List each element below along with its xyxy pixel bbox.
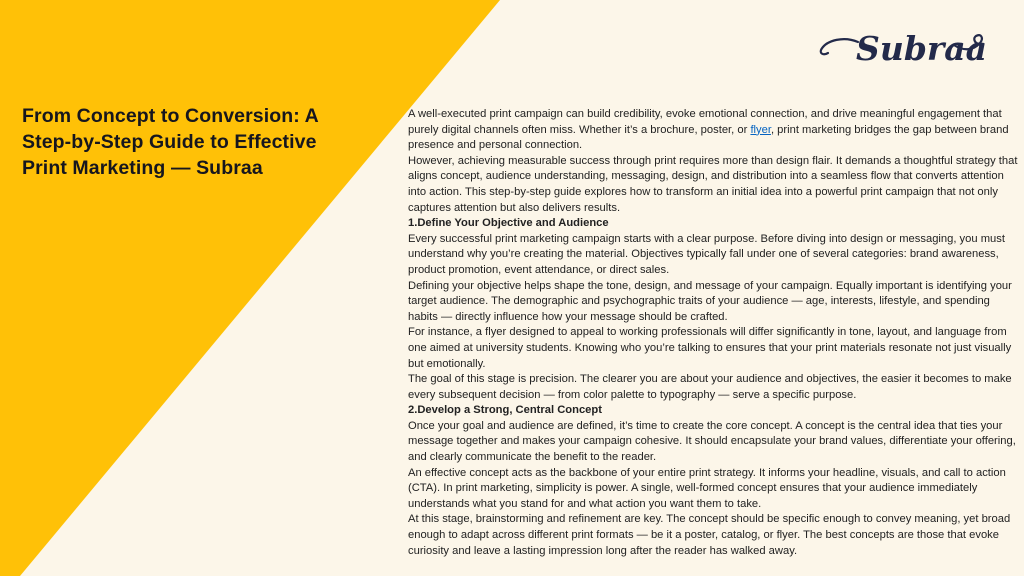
- paragraph: Every successful print marketing campaign starts with a clear purpose. Before diving into design or messaging, you must understand why you’re creating the material. Objectives typically fall under one of several categories: brand awareness, product promotion, event attendance, or direct sales.: [408, 232, 1005, 276]
- page-title-line-2: Step-by-Step Guide to Effective: [22, 131, 317, 153]
- paragraph: At this stage, brainstorming and refinement are key. The concept should be specific enough to convey meaning, yet broad enough to adapt across different print formats — be it a poster, catalog, or flyer. The best concepts are those that evoke curiosity and leave a lasting impression long after the reader has walked away.: [408, 513, 1011, 557]
- paragraph: However, achieving measurable success through print requires more than design flair. It demands a thoughtful strategy that aligns concept, audience understanding, messaging, design, and distribution into a seamless flow that converts attention into action. This step-by-step guide explores how to transform an initial idea into a powerful print campaign that not only captures attention but also delivers results.: [408, 154, 1018, 214]
- section-heading-2: 2.Develop a Strong, Central Concept: [408, 404, 602, 417]
- section-heading-1: 1.Define Your Objective and Audience: [408, 217, 609, 230]
- paragraph-intro-before-link: A well-executed print campaign can build credibility, evoke emotional connection, and drive meaningful engagement that purely digital channels often miss. Whether it’s a brochure, poster, or: [408, 108, 1002, 136]
- paragraph: An effective concept acts as the backbone of your entire print strategy. It informs your headline, visuals, and call to action (CTA). In print marketing, simplicity is power. A single, well-formed concept ensures that your audience immediately understands what you stand for and what action you want them to take.: [408, 466, 1006, 510]
- subraa-logo: [818, 20, 994, 74]
- paragraph: The goal of this stage is precision. The clearer you are about your audience and objectives, the easier it becomes to make every subsequent decision — from color palette to typography — serve a specific purpose.: [408, 373, 1012, 401]
- paragraph: For instance, a flyer designed to appeal to working professionals will differ significantly in tone, layout, and language from one aimed at university students. Knowing who you’re talking to ensures that your print materials resonate not just visually but emotionally.: [408, 326, 1012, 370]
- page-title-line-3: Print Marketing — Subraa: [22, 157, 263, 179]
- flyer-link[interactable]: flyer: [750, 123, 771, 136]
- paragraph-intro: [408, 107, 1018, 154]
- page-title-line-1: From Concept to Conversion: A: [22, 105, 319, 127]
- paragraph-intro-after-link: , print marketing bridges the gap between brand presence and personal connection.: [408, 123, 1009, 152]
- logo-wordmark: Subraa: [856, 29, 988, 68]
- article-body: [408, 107, 1018, 559]
- subraa-logo-graphic: [818, 20, 994, 74]
- paragraph: Once your goal and audience are defined, it’s time to create the core concept. A concept is the central idea that ties your message together and makes your campaign cohesive. It should encapsulate your brand values, differentiate your offering, and clearly communicate the benefit to the reader.: [408, 419, 1016, 464]
- logo-left-swash: [821, 39, 858, 54]
- paragraph: Defining your objective helps shape the tone, design, and message of your campaign. Equally important is identifying your target audience. The demographic and psychographic traits of your audience — age, interests, lifestyle, and spending habits — directly influence how your message should be crafted.: [408, 279, 1012, 323]
- page-title: [22, 103, 352, 181]
